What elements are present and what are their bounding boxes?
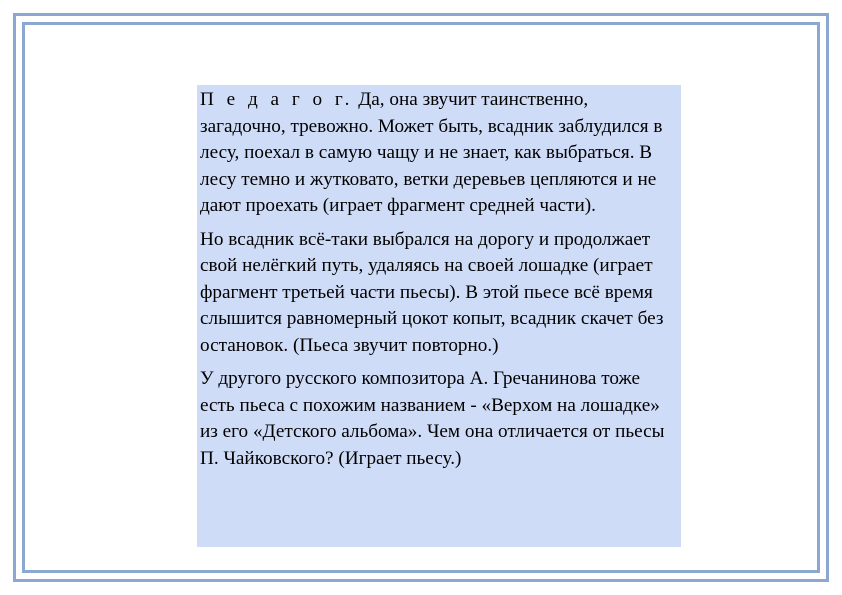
paragraph-3: У другого русского композитора А. Гречанинова тоже есть пьеса с похожим названием - «Верхом на лошадке» из его «Детского альбома». Чем она отличается от пьесы П. Чайковского? (Играет пьесу.) — [200, 368, 665, 469]
paragraph-1-text: Да, она звучит таинственно, загадочно, тревожно. Может быть, всадник заблудился в лесу, поехал в самую чащу и не знает, как выбраться. В лесу темно и жутковато, ветки деревьев цепляются и не дают проехать (играет фрагмент средней части). — [200, 89, 663, 216]
speaker-label: П е д а г о г. — [200, 89, 354, 110]
slide-text-block — [197, 85, 681, 547]
paragraph-2: Но всадник всё-таки выбрался на дорогу и продолжает свой нелёгкий путь, удаляясь на своей лошадке (играет фрагмент третьей части пьесы). В этой пьесе всё время слышится равномерный цокот копыт, всадник скачет без остановок. (Пьеса звучит повторно.) — [200, 228, 664, 356]
paragraph-teacher — [200, 87, 678, 220]
